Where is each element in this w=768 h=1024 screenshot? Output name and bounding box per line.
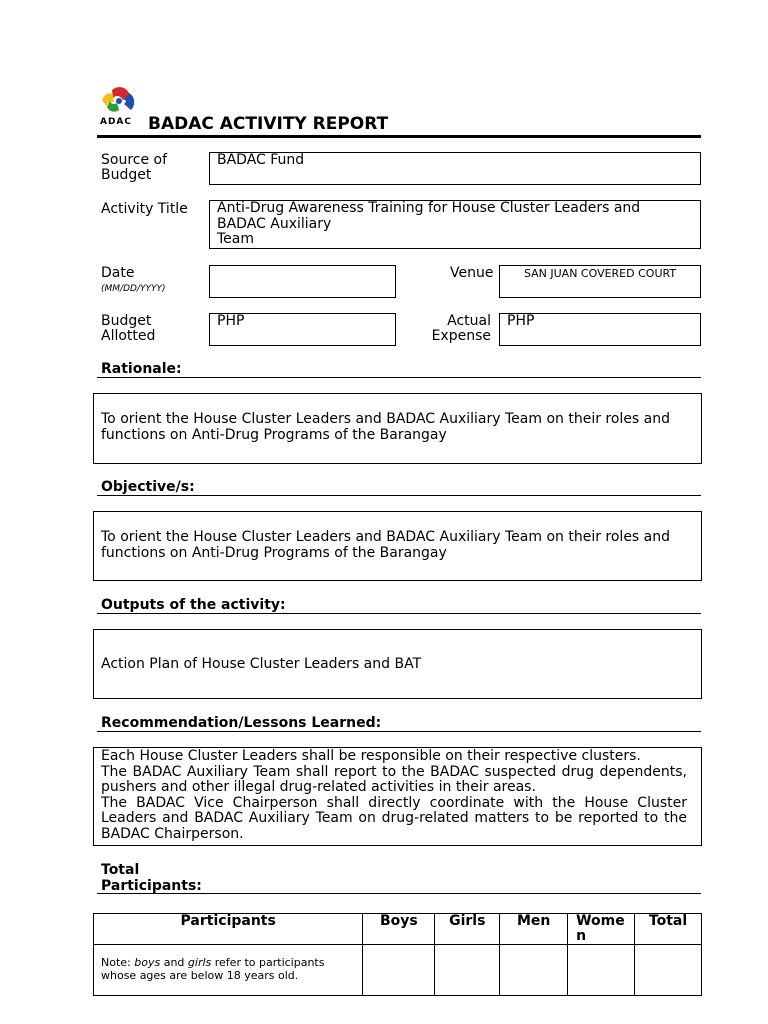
recommendation-heading: Recommendation/Lessons Learned: <box>101 715 382 731</box>
venue-label: Venue <box>450 265 494 281</box>
source-of-budget-value: BADAC Fund <box>217 152 305 168</box>
rationale-heading: Rationale: <box>101 361 182 377</box>
title-rule <box>97 135 701 138</box>
actual-expense-value: PHP <box>507 313 535 329</box>
col-header-total: Total <box>635 914 702 945</box>
objectives-heading: Objective/s: <box>101 479 195 495</box>
logo-text: ADAC <box>100 117 133 127</box>
venue-value: SAN JUAN COVERED COURT <box>523 267 677 280</box>
participants-table <box>93 913 702 996</box>
source-of-budget-field[interactable] <box>209 152 701 185</box>
objectives-text: To orient the House Cluster Leaders and BADAC Auxiliary Team on their roles and functions on Anti-Drug Programs of the Barangay <box>101 529 671 561</box>
participants-note: Note: boys and girls refer to participants whose ages are below 18 years old. <box>101 956 325 982</box>
activity-title-label: Activity Title <box>101 201 188 217</box>
recommendation-p2: The BADAC Auxiliary Team shall report to the BADAC suspected drug dependents, pushers and other illegal drug-related activities in their areas. <box>101 763 687 795</box>
objectives-box[interactable] <box>93 511 702 581</box>
table-header-row <box>94 914 702 945</box>
outputs-box[interactable] <box>93 629 702 699</box>
outputs-heading: Outputs of the activity: <box>101 597 286 613</box>
source-of-budget-label: Source of Budget <box>101 152 168 183</box>
women-count-cell[interactable] <box>568 945 635 996</box>
outputs-text: Action Plan of House Cluster Leaders and BAT <box>101 656 422 672</box>
recommendation-box[interactable] <box>93 747 702 846</box>
recommendation-text <box>101 749 687 842</box>
objectives-rule <box>97 495 701 496</box>
budget-allotted-value: PHP <box>217 313 245 329</box>
col-header-participants: Participants <box>94 914 363 945</box>
participants-note-cell <box>94 945 363 996</box>
total-count-cell[interactable] <box>635 945 702 996</box>
total-participants-heading: Total Participants: <box>101 862 202 894</box>
badac-logo <box>98 86 144 130</box>
report-title: BADAC ACTIVITY REPORT <box>148 114 389 134</box>
col-header-boys: Boys <box>363 914 435 945</box>
actual-expense-field[interactable] <box>499 313 701 346</box>
venue-field[interactable] <box>499 265 701 298</box>
activity-title-field[interactable] <box>209 200 701 249</box>
boys-count-cell[interactable] <box>363 945 435 996</box>
budget-allotted-field[interactable] <box>209 313 396 346</box>
date-field[interactable] <box>209 265 396 298</box>
men-count-cell[interactable] <box>500 945 568 996</box>
activity-title-value: Anti-Drug Awareness Training for House Cluster Leaders and BADAC Auxiliary Team <box>217 200 641 247</box>
rationale-text: To orient the House Cluster Leaders and BADAC Auxiliary Team on their roles and functions on Anti-Drug Programs of the Barangay <box>101 411 671 443</box>
table-row <box>94 945 702 996</box>
participants-rule <box>97 893 701 894</box>
rationale-box[interactable] <box>93 393 702 464</box>
outputs-rule <box>97 613 701 614</box>
girls-count-cell[interactable] <box>435 945 500 996</box>
budget-allotted-label: Budget Allotted <box>101 313 156 344</box>
date-label: Date <box>101 265 135 281</box>
col-header-girls: Girls <box>435 914 500 945</box>
recommendation-p3: The BADAC Vice Chairperson shall directly coordinate with the House Cluster Leaders and BADAC Auxiliary Team on drug-related matters to be reported to the BADAC Chairperson. <box>101 794 687 842</box>
recommendation-rule <box>97 731 701 732</box>
col-header-women: Women <box>568 914 635 945</box>
col-header-men: Men <box>500 914 568 945</box>
date-format-hint: (MM/DD/YYYY) <box>101 284 166 294</box>
recommendation-p1: Each House Cluster Leaders shall be responsible on their respective clusters. <box>101 748 641 764</box>
actual-expense-label: Actual Expense <box>431 313 491 344</box>
rationale-rule <box>97 377 701 378</box>
